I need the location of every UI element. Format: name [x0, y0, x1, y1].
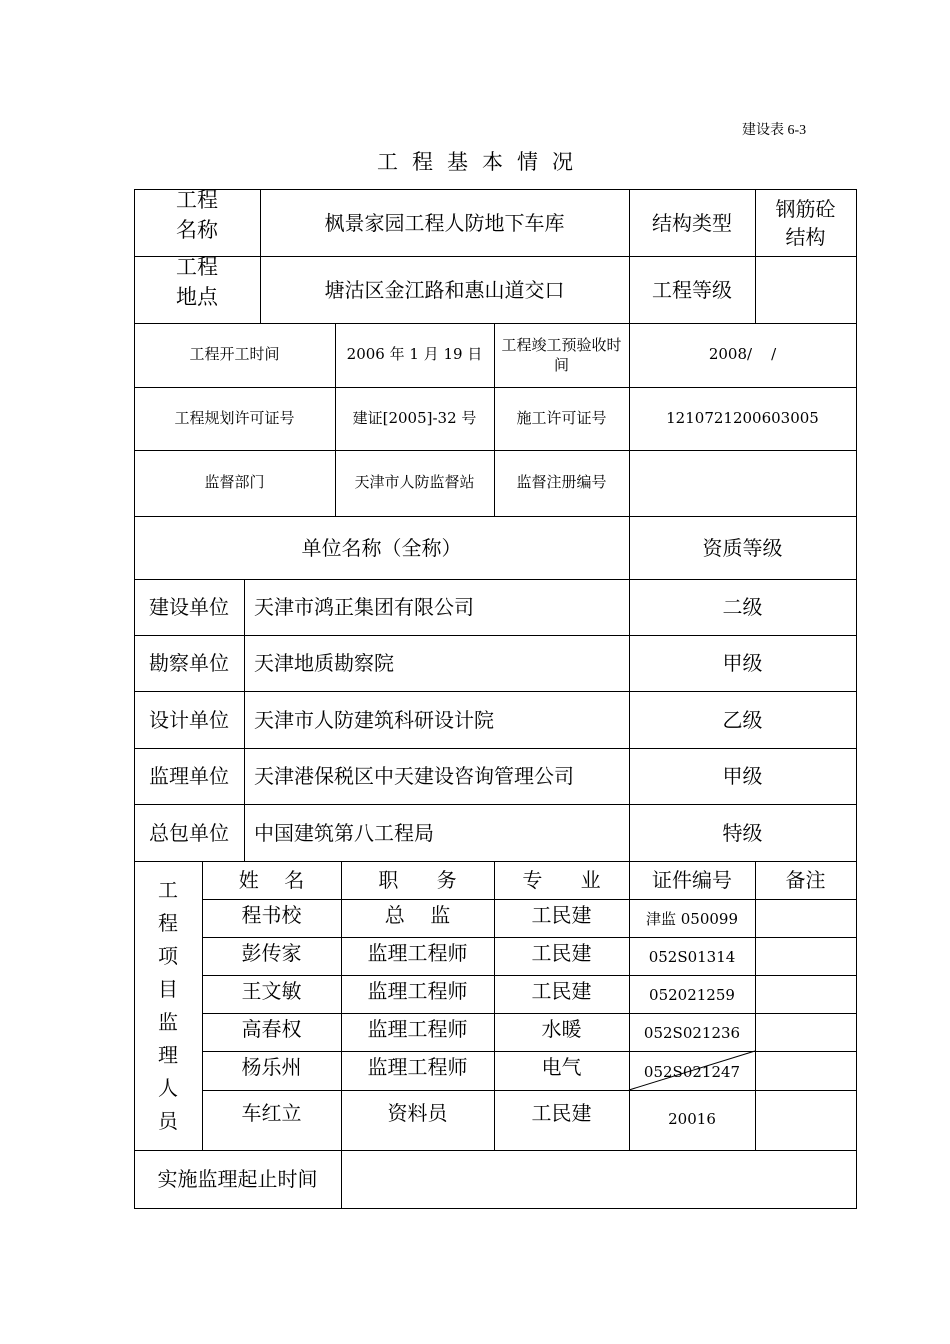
structure-type: 钢筋砼结构 [775, 196, 836, 249]
staff-header-cert: 证件编号 [652, 868, 732, 892]
staff-header-name: 姓 名 [238, 868, 305, 892]
project-name-label: 工程名称 [176, 188, 218, 242]
staff-position: 资料员 [387, 1101, 448, 1125]
staff-section-label: 工程项目监理人员 [158, 877, 178, 1133]
staff-cert: 20016 [668, 1110, 716, 1129]
staff-cert: 052S021247 [643, 1062, 741, 1081]
supervision-period-label: 实施监理起止时间 [157, 1167, 318, 1191]
unit-grade-header: 资质等级 [702, 535, 783, 560]
unit-grade: 二级 [722, 595, 763, 619]
staff-header-remark: 备注 [785, 868, 826, 892]
staff-position: 监理工程师 [367, 979, 468, 1003]
project-name: 枫景家园工程人防地下车库 [324, 210, 565, 235]
staff-position: 监理工程师 [367, 941, 468, 965]
staff-name: 彭传家 [241, 941, 302, 965]
unit-grade: 甲级 [722, 651, 763, 675]
unit-name: 天津港保税区中天建设咨询管理公司 [254, 764, 574, 788]
project-location: 塘沽区金江路和惠山道交口 [324, 277, 565, 302]
unit-name: 天津地质勘察院 [254, 651, 394, 675]
staff-cert: 052S021236 [643, 1024, 741, 1043]
acceptance-time: 2008/ / [708, 345, 777, 364]
supervision-reg-label: 监督注册编号 [516, 473, 607, 492]
unit-role: 勘察单位 [149, 651, 229, 675]
unit-grade: 乙级 [722, 707, 763, 732]
unit-grade: 甲级 [722, 764, 763, 788]
staff-major: 工民建 [531, 1101, 592, 1125]
staff-name: 杨乐州 [241, 1055, 302, 1079]
staff-major: 工民建 [531, 979, 592, 1003]
project-location-label: 工程地点 [176, 255, 218, 309]
unit-role: 总包单位 [149, 820, 229, 845]
page-title: 工程基本情况 [377, 150, 587, 174]
project-grade [755, 256, 856, 323]
unit-name: 天津市鸿正集团有限公司 [254, 595, 474, 619]
staff-remark [755, 1051, 856, 1090]
staff-remark [755, 937, 856, 975]
staff-major: 水暖 [541, 1017, 582, 1041]
staff-cert: 津监 050099 [645, 910, 739, 929]
staff-name: 王文敏 [241, 979, 302, 1003]
staff-cert: 052S01314 [648, 948, 736, 967]
staff-remark [755, 975, 856, 1013]
supervision-dept-label: 监督部门 [204, 473, 265, 492]
staff-remark [755, 1013, 856, 1051]
staff-header-major: 专 业 [522, 868, 601, 892]
unit-name: 中国建筑第八工程局 [254, 820, 434, 845]
structure-type-label: 结构类型 [652, 210, 732, 235]
unit-role: 设计单位 [149, 707, 229, 732]
supervision-period [341, 1150, 856, 1208]
unit-name-header: 单位名称（全称） [301, 535, 462, 560]
unit-grade: 特级 [722, 820, 763, 845]
start-time: 2006 年 1 月 19 日 [346, 345, 483, 364]
unit-role: 监理单位 [149, 764, 229, 788]
unit-role: 建设单位 [149, 595, 229, 619]
construction-permit-label: 施工许可证号 [516, 408, 607, 427]
staff-name: 高春权 [241, 1017, 302, 1041]
acceptance-time-label: 工程竣工预验收时间 [501, 336, 622, 374]
staff-remark [755, 1090, 856, 1150]
staff-major: 工民建 [531, 903, 592, 927]
staff-position: 总 监 [384, 903, 451, 927]
staff-name: 车红立 [241, 1101, 302, 1125]
form-code: 建设表 6-3 [742, 123, 807, 138]
staff-remark [755, 899, 856, 937]
unit-name: 天津市人防建筑科研设计院 [254, 707, 494, 732]
staff-major: 工民建 [531, 941, 592, 965]
staff-header-position: 职 务 [378, 868, 457, 892]
planning-permit: 建证[2005]-32 号 [352, 408, 477, 427]
staff-major: 电气 [541, 1055, 582, 1079]
staff-cert: 052021259 [649, 986, 735, 1005]
staff-position: 监理工程师 [367, 1055, 468, 1079]
supervision-dept: 天津市人防监督站 [354, 473, 475, 492]
supervision-reg [629, 450, 856, 516]
start-time-label: 工程开工时间 [189, 345, 280, 364]
planning-permit-label: 工程规划许可证号 [174, 408, 295, 427]
staff-name: 程书校 [241, 903, 302, 927]
staff-position: 监理工程师 [367, 1017, 468, 1041]
construction-permit: 1210721200603005 [666, 408, 819, 427]
project-grade-label: 工程等级 [652, 277, 732, 302]
